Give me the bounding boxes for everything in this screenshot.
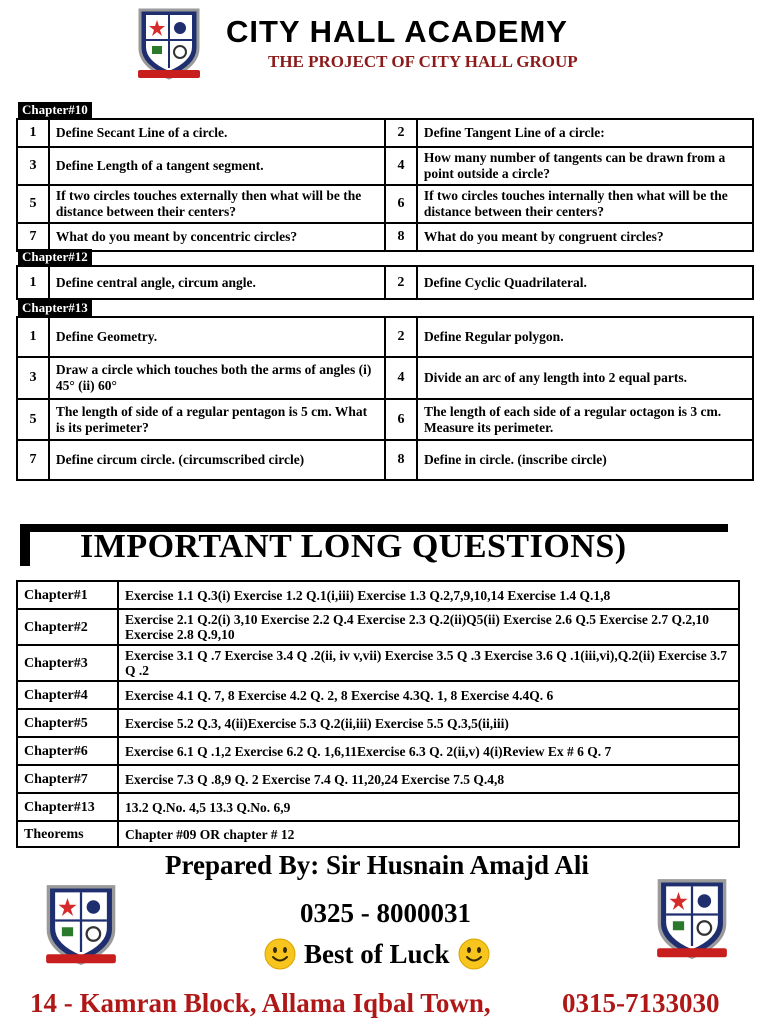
question-text: Define Tangent Line of a circle: <box>417 119 753 147</box>
table-row <box>17 645 739 681</box>
question-text: What do you meant by concentric circles? <box>49 223 385 251</box>
exercise-list: Exercise 3.1 Q .7 Exercise 3.4 Q .2(ii, iv v,vii) Exercise 3.5 Q .3 Exercise 3.6 Q .1(iii,vi),Q.2(ii) Exercise 3.7 Q .2 <box>118 645 739 681</box>
exercise-list: Exercise 1.1 Q.3(i) Exercise 1.2 Q.1(i,iii) Exercise 1.3 Q.2,7,9,10,14 Exercise 1.4 Q.1,8 <box>118 581 739 609</box>
contact-phone: 0315-7133030 <box>562 988 720 1018</box>
table-row <box>17 709 739 737</box>
question-number: 4 <box>385 147 417 185</box>
chapter-label: Chapter#2 <box>17 609 118 645</box>
table-row <box>17 357 753 399</box>
question-text: Define Length of a tangent segment. <box>49 147 385 185</box>
academy-address: 14 - Kamran Block, Allama Iqbal Town, <box>30 988 491 1018</box>
question-text: Define central angle, circum angle. <box>49 266 385 299</box>
table-row <box>17 581 739 609</box>
chapter-label: Chapter#6 <box>17 737 118 765</box>
table-row <box>17 737 739 765</box>
phone-number: 0325 - 8000031 <box>300 898 471 928</box>
chapter-12-table <box>16 265 754 300</box>
question-number: 7 <box>17 223 49 251</box>
table-row <box>17 681 739 709</box>
question-number: 5 <box>17 399 49 440</box>
exercise-list: Exercise 7.3 Q .8,9 Q. 2 Exercise 7.4 Q. 11,20,24 Exercise 7.5 Q.4,8 <box>118 765 739 793</box>
academy-logo <box>40 880 122 970</box>
exercise-list: 13.2 Q.No. 4,5 13.3 Q.No. 6,9 <box>118 793 739 821</box>
question-text: Define in circle. (inscribe circle) <box>417 440 753 480</box>
question-text: Define circum circle. (circumscribed circle) <box>49 440 385 480</box>
question-text: Define Secant Line of a circle. <box>49 119 385 147</box>
table-row <box>17 317 753 357</box>
question-number: 5 <box>17 185 49 223</box>
chapter-10-table <box>16 118 754 252</box>
long-questions-banner <box>20 524 728 566</box>
table-row <box>17 185 753 223</box>
academy-logo <box>134 4 204 84</box>
table-row <box>17 119 753 147</box>
question-number: 8 <box>385 440 417 480</box>
chapter-12-tag: Chapter#12 <box>18 249 92 265</box>
question-text: If two circles touches externally then what will be the distance between their centers? <box>49 185 385 223</box>
question-text: Define Geometry. <box>49 317 385 357</box>
smiley-icon <box>458 938 490 970</box>
best-of-luck <box>264 938 490 970</box>
long-questions-table <box>16 580 740 848</box>
chapter-10-tag: Chapter#10 <box>18 102 92 118</box>
question-text: Divide an arc of any length into 2 equal parts. <box>417 357 753 399</box>
question-text: How many number of tangents can be drawn from a point outside a circle? <box>417 147 753 185</box>
long-questions-heading: IMPORTANT LONG QUESTIONS) <box>80 528 627 565</box>
table-row <box>17 266 753 299</box>
question-number: 1 <box>17 266 49 299</box>
smiley-icon <box>264 938 296 970</box>
question-text: If two circles touches internally then what will be the distance between their centers? <box>417 185 753 223</box>
question-text: Define Regular polygon. <box>417 317 753 357</box>
table-row <box>17 147 753 185</box>
table-row <box>17 440 753 480</box>
exercise-list: Exercise 4.1 Q. 7, 8 Exercise 4.2 Q. 2, 8 Exercise 4.3Q. 1, 8 Exercise 4.4Q. 6 <box>118 681 739 709</box>
exercise-list: Chapter #09 OR chapter # 12 <box>118 821 739 847</box>
prepared-by: Prepared By: Sir Husnain Amajd Ali <box>165 850 589 880</box>
question-number: 2 <box>385 266 417 299</box>
question-number: 4 <box>385 357 417 399</box>
question-number: 1 <box>17 317 49 357</box>
chapter-label: Chapter#7 <box>17 765 118 793</box>
question-number: 3 <box>17 147 49 185</box>
question-number: 7 <box>17 440 49 480</box>
question-number: 1 <box>17 119 49 147</box>
chapter-label: Chapter#5 <box>17 709 118 737</box>
question-number: 2 <box>385 317 417 357</box>
question-text: What do you meant by congruent circles? <box>417 223 753 251</box>
question-number: 6 <box>385 399 417 440</box>
question-text: The length of side of a regular pentagon is 5 cm. What is its perimeter? <box>49 399 385 440</box>
table-row <box>17 765 739 793</box>
academy-logo <box>652 874 732 964</box>
table-row <box>17 399 753 440</box>
chapter-13-tag: Chapter#13 <box>18 300 92 316</box>
table-row <box>17 609 739 645</box>
question-number: 2 <box>385 119 417 147</box>
chapter-label: Theorems <box>17 821 118 847</box>
chapter-label: Chapter#3 <box>17 645 118 681</box>
chapter-label: Chapter#13 <box>17 793 118 821</box>
question-number: 6 <box>385 185 417 223</box>
question-text: Draw a circle which touches both the arms of angles (i) 45° (ii) 60° <box>49 357 385 399</box>
table-row <box>17 821 739 847</box>
academy-title: CITY HALL ACADEMY <box>226 14 568 49</box>
question-number: 3 <box>17 357 49 399</box>
chapter-label: Chapter#4 <box>17 681 118 709</box>
table-row <box>17 793 739 821</box>
chapter-label: Chapter#1 <box>17 581 118 609</box>
question-text: Define Cyclic Quadrilateral. <box>417 266 753 299</box>
exercise-list: Exercise 5.2 Q.3, 4(ii)Exercise 5.3 Q.2(ii,iii) Exercise 5.5 Q.3,5(ii,iii) <box>118 709 739 737</box>
exercise-list: Exercise 2.1 Q.2(i) 3,10 Exercise 2.2 Q.4 Exercise 2.3 Q.2(ii)Q5(ii) Exercise 2.6 Q.5 Exercise 2.7 Q.2,10 Exercise 2.8 Q.9,10 <box>118 609 739 645</box>
best-of-luck-text: Best of Luck <box>304 938 450 969</box>
table-row <box>17 223 753 251</box>
question-text: The length of each side of a regular octagon is 3 cm. Measure its perimeter. <box>417 399 753 440</box>
chapter-13-table <box>16 316 754 481</box>
academy-subtitle: THE PROJECT OF CITY HALL GROUP <box>268 52 578 71</box>
question-number: 8 <box>385 223 417 251</box>
exercise-list: Exercise 6.1 Q .1,2 Exercise 6.2 Q. 1,6,11Exercise 6.3 Q. 2(ii,v) 4(i)Review Ex # 6 Q. 7 <box>118 737 739 765</box>
